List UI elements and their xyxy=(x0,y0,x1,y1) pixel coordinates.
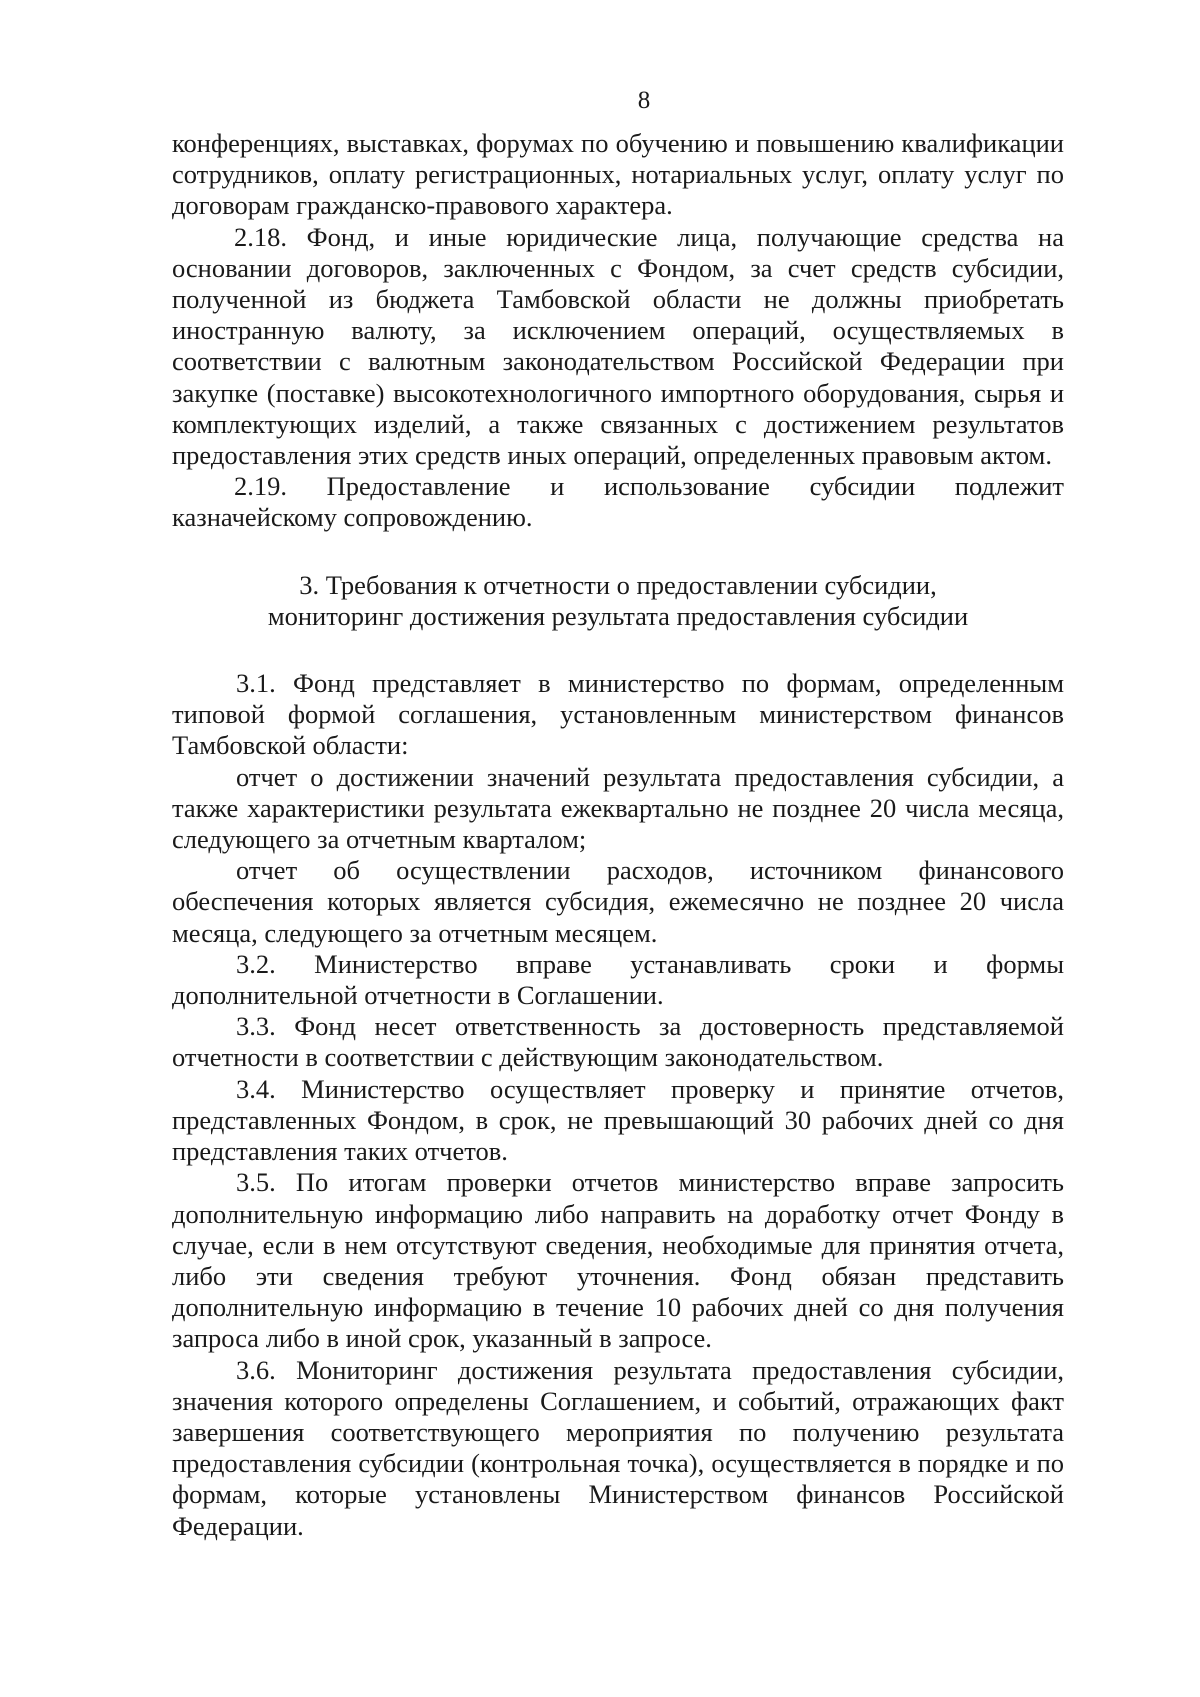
document-body xyxy=(172,128,1064,1542)
paragraph-2-18: 2.18. Фонд, и иные юридические лица, получающие средства на основании договоров, заключенных с Фондом, за счет средств субсидии, полученной из бюджета Тамбовской области не должны приобретать иностранную валюту, за исключением операций, осуществляемых в соответствии с валютным законодательством Российской Федерации при закупке (поставке) высокотехнологичного импортного оборудования, сырья и комплектующих изделий, а также связанных с достижением результатов предоставления этих средств иных операций, определенных правовым актом. xyxy=(172,221,1064,471)
paragraph-3-6: 3.6. Мониторинг достижения результата предоставления субсидии, значения которого определены Соглашением, и событий, отражающих факт завершения соответствующего мероприятия по получению результата предоставления субсидии (контрольная точка), осуществляется в порядке и по формам, которые установлены Министерством финансов Российской Федерации. xyxy=(172,1354,1064,1541)
paragraph-report-expenses: отчет об осуществлении расходов, источником финансового обеспечения которых является субсидия, ежемесячно не позднее 20 числа месяца, следующего за отчетным месяцем. xyxy=(172,855,1064,948)
page-number: 8 xyxy=(637,87,651,114)
paragraph-3-5: 3.5. По итогам проверки отчетов министерство вправе запросить дополнительную информацию либо направить на доработку отчет Фонду в случае, если в нем отсутствуют сведения, необходимые для принятия отчета, либо эти сведения требуют уточнения. Фонд обязан представить дополнительную информацию в течение 10 рабочих дней со дня получения запроса либо в иной срок, указанный в запросе. xyxy=(172,1167,1064,1354)
section-heading xyxy=(172,570,1064,632)
paragraph-3-1: 3.1. Фонд представляет в министерство по формам, определенным типовой формой соглашения, установленным министерством финансов Тамбовской области: xyxy=(172,668,1064,761)
paragraph-3-4: 3.4. Министерство осуществляет проверку и принятие отчетов, представленных Фондом, в срок, не превышающий 30 рабочих дней со дня представления таких отчетов. xyxy=(172,1073,1064,1167)
paragraph-continuation: конференциях, выставках, форумах по обучению и повышению квалификации сотрудников, оплату регистрационных, нотариальных услуг, оплату услуг по договорам гражданско-правового характера. xyxy=(172,128,1064,221)
section-heading-line-2: мониторинг достижения результата предоставления субсидии xyxy=(267,600,969,631)
paragraph-3-3: 3.3. Фонд несет ответственность за достоверность представляемой отчетности в соответствии с действующим законодательством. xyxy=(172,1011,1064,1073)
paragraph-report-results: отчет о достижении значений результата предоставления субсидии, а также характеристики результата ежеквартально не позднее 20 числа месяца, следующего за отчетным кварталом; xyxy=(172,761,1064,855)
paragraph-3-2: 3.2. Министерство вправе устанавливать сроки и формы дополнительной отчетности в Соглашении. xyxy=(172,948,1064,1011)
paragraph-2-19: 2.19. Предоставление и использование субсидии подлежит казначейскому сопровождению. xyxy=(172,471,1064,533)
section-heading-line-1: 3. Требования к отчетности о предоставлении субсидии, xyxy=(299,569,937,600)
